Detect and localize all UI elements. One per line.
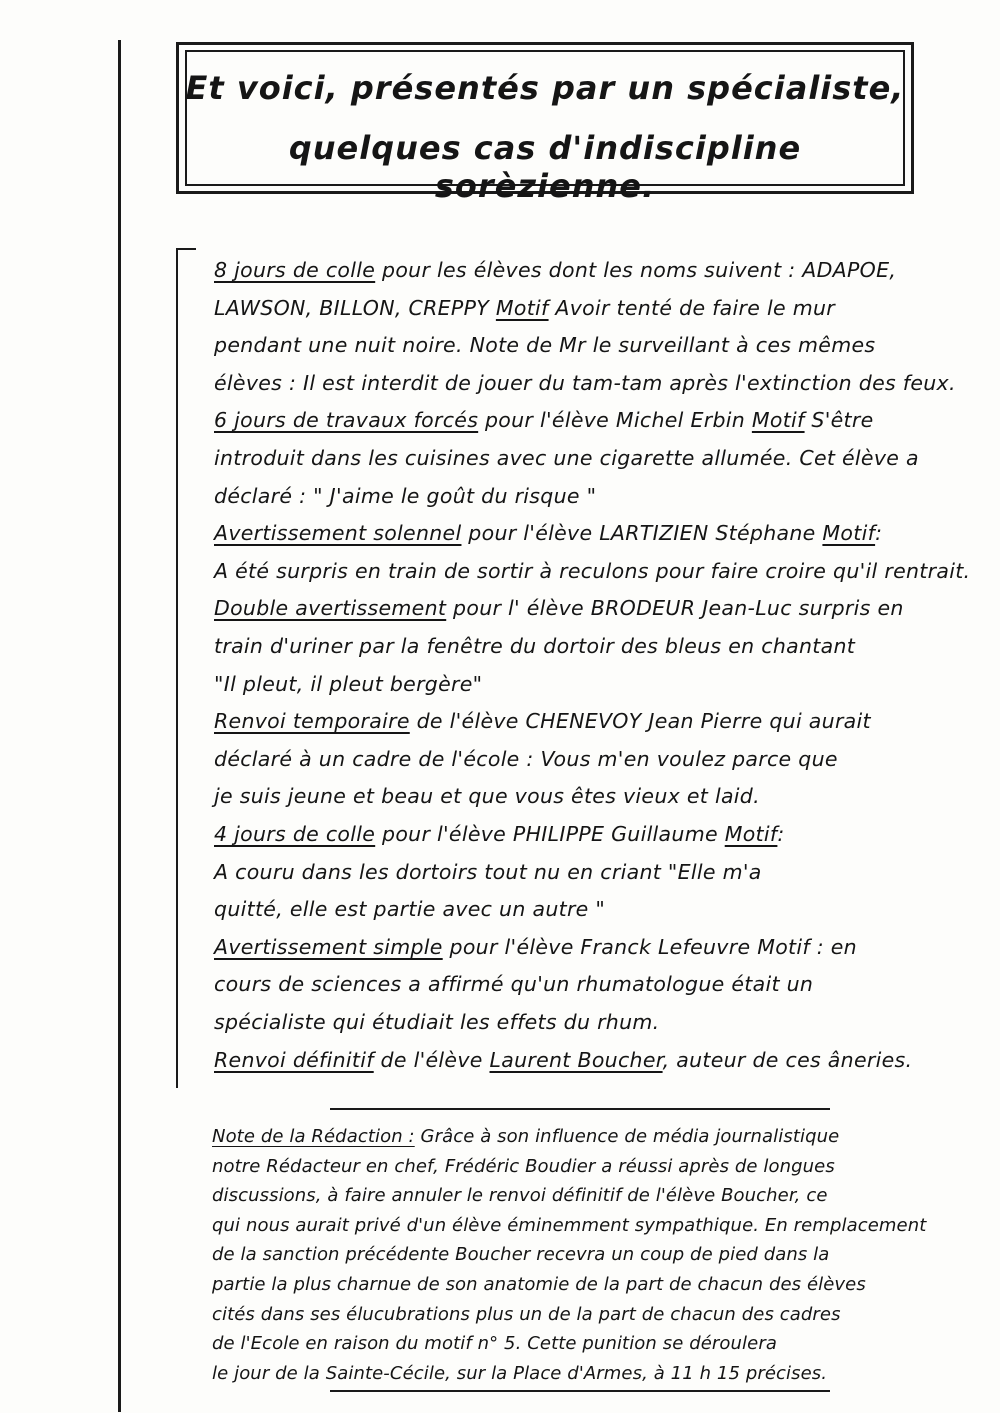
case-text: LAWSON, BILLON, CREPPY [214, 295, 496, 320]
case-line [214, 371, 960, 395]
case-text: de l'élève CHENEVOY Jean Pierre qui aurait [409, 709, 871, 734]
note-text: partie la plus charnue de son anatomie de la part de chacun des élèves [212, 1274, 866, 1295]
note-line [212, 1185, 978, 1206]
body-frame-left [176, 248, 178, 1088]
title-line-1: Et voici, présentés par un spécialiste, [185, 69, 905, 107]
title-box [176, 42, 914, 205]
motif-label: Motif [751, 408, 805, 433]
note-text: notre Rédacteur en chef, Frédéric Boudier a réussi après de longues [212, 1155, 835, 1177]
note-text: cités dans ses élucubrations plus un de la part de chacun des cadres [212, 1303, 841, 1325]
motif-label: Motif [822, 521, 876, 546]
sanction-heading: Renvoi temporaire [214, 709, 410, 734]
case-line [214, 784, 960, 808]
case-text: spécialiste qui étudiait les effets du rhum. [214, 1010, 660, 1034]
note-text: de l'Ecole en raison du motif n° 5. Cette punition se déroulera [212, 1333, 777, 1355]
case-line [214, 296, 960, 320]
case-line [214, 860, 960, 884]
left-margin-rule [118, 40, 121, 1412]
note-text: de la sanction précédente Boucher recevra un coup de pied dans la [212, 1244, 830, 1266]
case-line [214, 333, 960, 357]
case-line [214, 822, 960, 846]
case-line [214, 1048, 960, 1072]
case-text: élèves : Il est interdit de jouer du tam-tam après l'extinction des feux. [214, 370, 956, 395]
case-text: : [777, 822, 785, 846]
case-line [214, 634, 960, 658]
case-line [214, 558, 971, 583]
note-line [212, 1274, 978, 1295]
case-text: pour l'élève PHILIPPE Guillaume [375, 822, 725, 846]
sanction-heading: Double avertissement [214, 596, 447, 621]
sanction-heading: Avertissement simple [214, 934, 443, 959]
case-text: : [875, 521, 883, 546]
note-line [212, 1156, 978, 1177]
sanction-heading: Avertissement solennel [214, 521, 462, 546]
note-line [212, 1215, 978, 1236]
case-text: train d'uriner par la fenêtre du dortoir des bleus en chantant [214, 634, 856, 658]
case-line [214, 596, 960, 620]
note-text: le jour de la Sainte-Cécile, sur la Place d'Armes, à 11 h 15 précises. [212, 1362, 828, 1384]
sanction-heading: 8 jours de colle [214, 258, 376, 282]
case-text: , auteur de ces âneries. [662, 1047, 913, 1072]
note-line [212, 1126, 978, 1147]
sanction-heading: Renvoi définitif [214, 1047, 374, 1072]
case-text: cours de sciences a affirmé qu'un rhumatologue était un [214, 972, 814, 997]
case-text: pour les élèves dont les noms suivent : ADAPOE, [375, 258, 897, 282]
body-frame-top [176, 248, 196, 250]
note-heading: Note de la Rédaction : [212, 1126, 415, 1147]
case-text: quitté, elle est partie avec un autre " [214, 897, 606, 922]
case-line [214, 897, 960, 921]
case-text: de l'élève [373, 1047, 490, 1072]
case-text: introduit dans les cuisines avec une cigarette allumée. Cet élève a [214, 446, 919, 470]
case-line [214, 1010, 960, 1034]
case-text: A couru dans les dortoirs tout nu en criant "Elle m'a [214, 859, 762, 884]
note-line [212, 1244, 978, 1265]
case-text: pour l'élève Franck Lefeuvre Motif : en [442, 934, 857, 959]
case-text: S'être [804, 408, 874, 433]
case-text: pendant une nuit noire. Note de Mr le surveillant à ces mêmes [214, 333, 876, 358]
case-text: déclaré : " J'aime le goût du risque " [214, 483, 597, 508]
case-line [214, 258, 960, 282]
case-text: pour l'élève LARTIZIEN Stéphane [461, 521, 823, 546]
title-line-2: quelques cas d'indiscipline sorèzienne. [288, 129, 802, 205]
case-line [214, 709, 960, 733]
case-text: déclaré à un cadre de l'école : Vous m'en voulez parce que [214, 746, 838, 771]
note-text: qui nous aurait privé d'un élève éminemment sympathique. En remplacement [212, 1214, 927, 1236]
motif-label: Motif [495, 295, 549, 320]
case-line [214, 408, 960, 432]
case-line [214, 935, 960, 959]
note-line [212, 1333, 978, 1354]
case-text: A été surpris en train de sortir à reculons pour faire croire qu'il rentrait. [214, 558, 971, 583]
case-text: pour l'élève Michel Erbin [478, 408, 752, 433]
note-line [212, 1363, 978, 1384]
sanction-heading: 4 jours de colle [214, 822, 376, 846]
case-text: je suis jeune et beau et que vous êtes vieux et laid. [214, 784, 760, 809]
separator-top [330, 1108, 830, 1110]
case-line [214, 521, 960, 545]
case-line [214, 484, 960, 508]
case-text: pour l' élève BRODEUR Jean-Luc surpris en [446, 596, 904, 621]
sanction-heading: 6 jours de travaux forcés [214, 408, 479, 433]
case-line [214, 747, 960, 771]
note-text: Grâce à son influence de média journalistique [414, 1126, 840, 1147]
note-text: discussions, à faire annuler le renvoi définitif de l'élève Boucher, ce [212, 1185, 828, 1207]
note-line [212, 1304, 978, 1325]
case-line [214, 672, 960, 696]
separator-bottom [330, 1390, 830, 1392]
case-text: Avoir tenté de faire le mur [548, 295, 836, 320]
case-line [214, 972, 960, 996]
case-line [214, 446, 960, 470]
case-text: "Il pleut, il pleut bergère" [214, 671, 483, 696]
motif-label: Laurent Boucher [489, 1047, 663, 1072]
motif-label: Motif [724, 822, 778, 846]
